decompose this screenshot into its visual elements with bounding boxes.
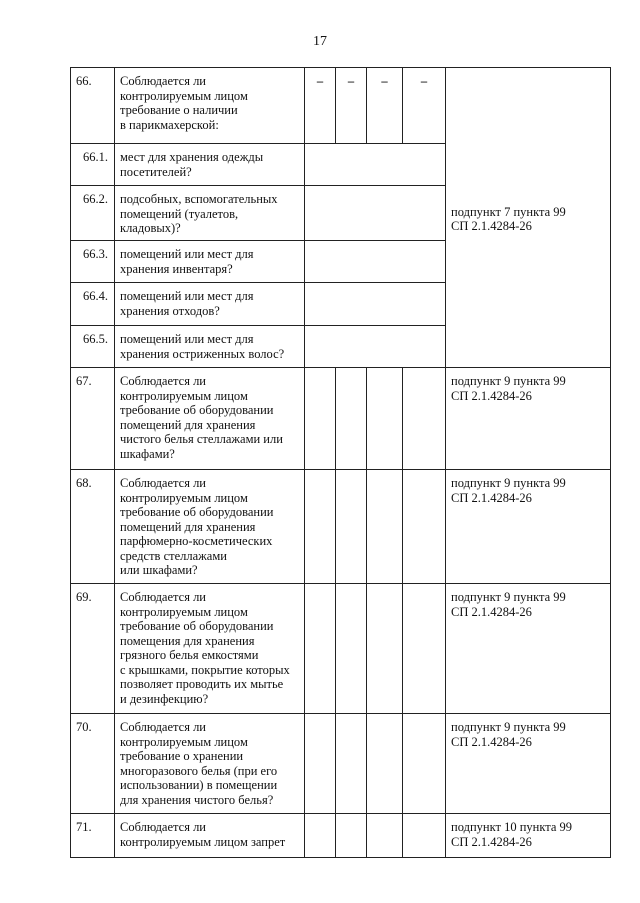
question-line: помещений (туалетов, [120, 206, 239, 221]
empty-cell [305, 714, 336, 814]
empty-cell [305, 584, 336, 714]
empty-cell [367, 714, 403, 814]
reference-line: подпункт 9 пункта 99 [451, 590, 566, 604]
question-line: и дезинфекцию? [120, 691, 209, 706]
question-line: Соблюдается ли [120, 820, 206, 834]
empty-cell [336, 814, 367, 858]
question-cell [115, 814, 305, 858]
reference-line: подпункт 9 пункта 99 [451, 720, 566, 734]
question-line: контролируемым лицом [120, 88, 248, 103]
reference-line: подпункт 7 пункта 99 [451, 204, 566, 219]
question-line: контролируемым лицом [120, 490, 248, 505]
empty-cell [305, 326, 446, 368]
question-line: помещений для хранения [120, 519, 256, 534]
page-number: 17 [313, 34, 327, 49]
question-line: Соблюдается ли [120, 590, 206, 604]
question-line: кладовых)? [120, 221, 181, 235]
question-line: Соблюдается ли [120, 476, 206, 490]
empty-cell [336, 714, 367, 814]
reference-line: подпункт 9 пункта 99 [451, 374, 566, 388]
question-cell [115, 470, 305, 584]
reference-cell [446, 814, 611, 858]
empty-cell [336, 470, 367, 584]
question-line: помещений или мест для [120, 289, 254, 303]
empty-cell [305, 241, 446, 283]
question-cell [115, 241, 305, 283]
question-cell [115, 68, 305, 144]
question-line: парфюмерно-косметических [120, 534, 273, 548]
empty-cell [367, 368, 403, 470]
row-number: 66.1. [71, 144, 115, 186]
question-line: грязного белья емкостями [120, 648, 259, 662]
empty-cell [336, 368, 367, 470]
empty-cell [305, 814, 336, 858]
question-line: контролируемым лицом запрет [120, 834, 286, 849]
table-row [71, 814, 611, 858]
question-line: многоразового белья (при его [120, 763, 278, 778]
mark-cell: – [305, 68, 336, 144]
row-number: 66.4. [71, 283, 115, 326]
question-cell [115, 326, 305, 368]
question-line: хранения остриженных волос? [120, 346, 285, 361]
row-number: 66.3. [71, 241, 115, 283]
reference-line: СП 2.1.4284-26 [451, 734, 532, 749]
question-line: или шкафами? [120, 563, 198, 577]
question-line: требование о хранении [120, 749, 244, 763]
mark-cell: – [367, 68, 403, 144]
question-line: контролируемым лицом [120, 734, 248, 749]
question-line: в парикмахерской: [120, 117, 219, 132]
question-line: подсобных, вспомогательных [120, 192, 278, 206]
question-line: помещения для хранения [120, 633, 255, 648]
mark-cell: – [403, 68, 446, 144]
empty-cell [305, 283, 446, 326]
question-line: требование об оборудовании [120, 619, 274, 633]
reference-line: СП 2.1.4284-26 [451, 604, 532, 619]
empty-cell [305, 368, 336, 470]
question-line: помещений или мест для [120, 247, 254, 261]
question-line: с крышками, покрытие которых [120, 662, 290, 677]
row-number: 66. [71, 68, 115, 144]
question-line: Соблюдается ли [120, 374, 206, 388]
question-line: использовании) в помещении [120, 778, 278, 792]
reference-line: СП 2.1.4284-26 [451, 834, 532, 849]
row-number: 70. [71, 714, 115, 814]
question-line: требование о наличии [120, 103, 238, 117]
row-number: 68. [71, 470, 115, 584]
row-number: 66.2. [71, 186, 115, 241]
empty-cell [403, 814, 446, 858]
empty-cell [367, 470, 403, 584]
mark-cell: – [336, 68, 367, 144]
question-line: для хранения чистого белья? [120, 792, 274, 807]
question-line: средств стеллажами [120, 548, 227, 563]
question-cell [115, 368, 305, 470]
question-line: чистого белья стеллажами или [120, 432, 283, 446]
empty-cell [403, 584, 446, 714]
reference-line: СП 2.1.4284-26 [451, 490, 532, 505]
reference-line: подпункт 10 пункта 99 [451, 820, 573, 834]
empty-cell [367, 584, 403, 714]
question-line: мест для хранения одежды [120, 150, 264, 164]
question-cell [115, 714, 305, 814]
question-line: помещений или мест для [120, 332, 254, 346]
empty-cell [305, 144, 446, 186]
question-cell [115, 144, 305, 186]
reference-cell [446, 368, 611, 470]
question-cell [115, 186, 305, 241]
reference-cell [446, 470, 611, 584]
empty-cell [403, 470, 446, 584]
checklist-table [70, 67, 611, 858]
question-line: позволяет проводить их мытье [120, 677, 284, 691]
row-number: 67. [71, 368, 115, 470]
question-line: требование об оборудовании [120, 505, 274, 519]
reference-cell [446, 68, 611, 368]
question-line: контролируемым лицом [120, 388, 248, 403]
question-line: хранения отходов? [120, 303, 220, 318]
question-line: требование об оборудовании [120, 403, 274, 417]
table-row [71, 584, 611, 714]
table-row [71, 68, 611, 144]
reference-cell [446, 584, 611, 714]
question-line: шкафами? [120, 446, 175, 461]
question-cell [115, 283, 305, 326]
question-cell [115, 584, 305, 714]
reference-line: подпункт 9 пункта 99 [451, 476, 566, 490]
empty-cell [305, 186, 446, 241]
question-line: хранения инвентаря? [120, 261, 233, 276]
question-line: Соблюдается ли [120, 720, 206, 734]
reference-line: СП 2.1.4284-26 [451, 219, 532, 233]
table-row [71, 470, 611, 584]
question-line: помещений для хранения [120, 417, 256, 432]
empty-cell [336, 584, 367, 714]
empty-cell [403, 368, 446, 470]
empty-cell [305, 470, 336, 584]
question-line: контролируемым лицом [120, 604, 248, 619]
question-line: посетителей? [120, 164, 192, 179]
row-number: 69. [71, 584, 115, 714]
table-row [71, 714, 611, 814]
reference-cell [446, 714, 611, 814]
question-line: Соблюдается ли [120, 74, 206, 88]
table-row [71, 368, 611, 470]
row-number: 66.5. [71, 326, 115, 368]
empty-cell [403, 714, 446, 814]
reference-line: СП 2.1.4284-26 [451, 388, 532, 403]
empty-cell [367, 814, 403, 858]
row-number: 71. [71, 814, 115, 858]
